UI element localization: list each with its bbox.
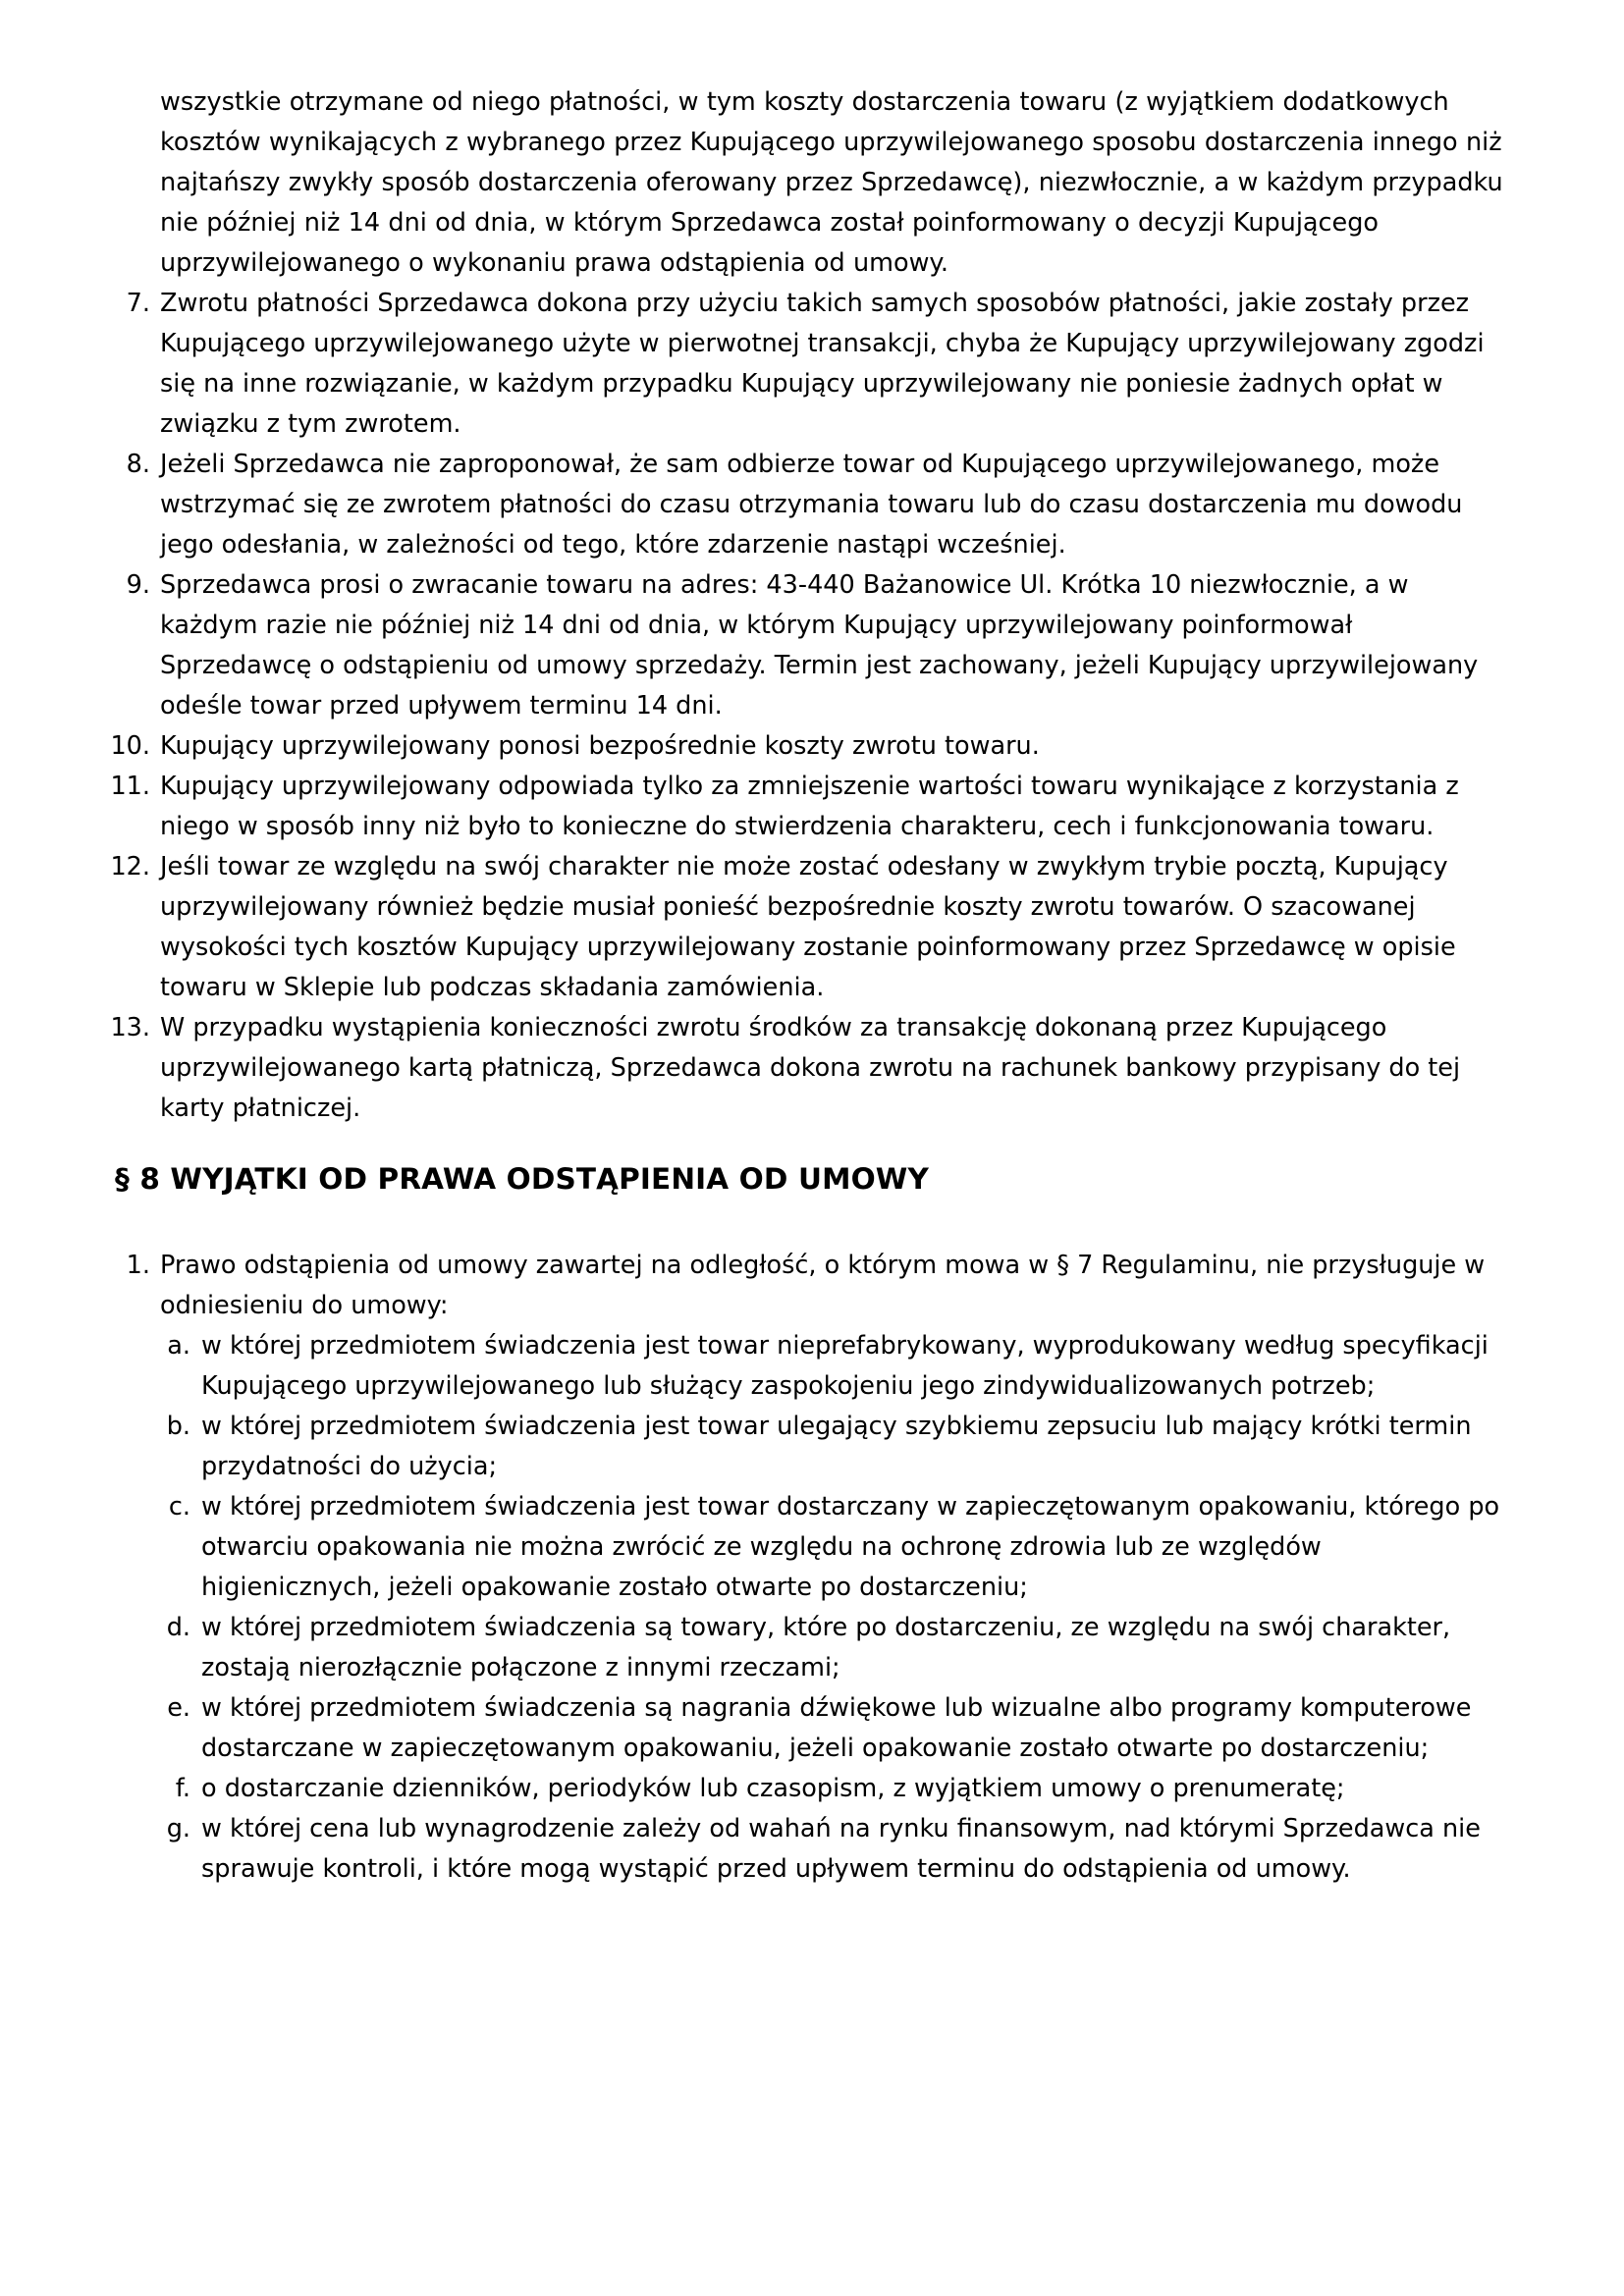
list-item-text: w której cena lub wynagrodzenie zależy od wahań na rynku finansowym, nad którymi Sprzedawca nie sprawuje kontroli, i które mogą wystąpić przed upływem terminu do odstąpienia od umowy. [201,1814,1481,1884]
list-item [105,767,1504,847]
list-marker: 12. [110,852,150,881]
list-item-text: Prawo odstąpienia od umowy zawartej na odległość, o którym mowa w § 7 Regulaminu, nie przysługuje w odniesieniu do umowy: [160,1251,1486,1320]
list-marker: c. [168,1492,190,1522]
list-marker: g. [166,1814,190,1843]
list-item-text: w której przedmiotem świadczenia są towary, które po dostarczeniu, ze względu na swój charakter, zostają nierozłącznie połączone z innymi rzeczami; [201,1613,1451,1682]
list-item-text: Jeśli towar ze względu na swój charakter nie może zostać odesłany w zwykłym trybie pocztą, Kupujący uprzywilejowany również będzie musiał ponieść bezpośrednie koszty zwrotu towarów. O szacowanej wysokości tych kosztów Kupujący uprzywilejowany zostanie poinformowany przez Sprzedawcę w opisie towaru w Sklepie lub podczas składania zamówienia. [160,852,1456,1002]
continuation-paragraph: wszystkie otrzymane od niego płatności, w tym koszty dostarczenia towaru (z wyjątkiem dodatkowych kosztów wynikających z wybranego przez Kupującego uprzywilejowanego sposobu dostarczenia innego niż najtańszy zwykły sposób dostarczenia oferowany przez Sprzedawcę), niezwłocznie, a w każdym przypadku nie później niż 14 dni od dnia, w którym Sprzedawca został poinformowany o decyzji Kupującego uprzywilejowanego o wykonaniu prawa odstąpienia od umowy. [160,87,1503,278]
list-item-text: Kupujący uprzywilejowany odpowiada tylko za zmniejszenie wartości towaru wynikające z korzystania z niego w sposób inny niż było to konieczne do stwierdzenia charakteru, cech i funkcjonowania towaru. [160,772,1459,841]
list-item-text: w której przedmiotem świadczenia jest towar ulegający szybkiemu zepsuciu lub mający krótki termin przydatności do użycia; [201,1412,1472,1481]
list-item-text: W przypadku wystąpienia konieczności zwrotu środków za transakcję dokonaną przez Kupującego uprzywilejowanego kartą płatniczą, Sprzedawca dokona zwrotu na rachunek bankowy przypisany do tej karty płatniczej. [160,1013,1461,1123]
list-item-text: w której przedmiotem świadczenia jest towar nieprefabrykowany, wyprodukowany według specyfikacji Kupującego uprzywilejowanego lub służący zaspokojeniu jego zindywidualizowanych potrzeb; [201,1331,1489,1401]
list-marker: 1. [126,1251,150,1280]
list-marker: e. [167,1693,190,1723]
list-marker: 9. [126,570,150,600]
list-item-text: Sprzedawca prosi o zwracanie towaru na adres: 43-440 Bażanowice Ul. Krótka 10 niezwłocznie, a w każdym razie nie później niż 14 dni od dnia, w którym Kupujący uprzywilejowany poinformował Sprzedawcę o odstąpieniu od umowy sprzedaży. Termin jest zachowany, jeżeli Kupujący uprzywilejowany odeśle towar przed upływem terminu 14 dni. [160,570,1479,721]
list-item [105,445,1504,565]
list-marker: f. [175,1774,190,1803]
section-heading: § 8 WYJĄTKI OD PRAWA ODSTĄPIENIA OD UMOWY [115,1162,930,1196]
list-item [105,1407,1504,1487]
lettered-sublist [105,1326,1504,1890]
list-marker: b. [166,1412,190,1441]
numbered-list-top [105,284,1504,1129]
list-item [105,1809,1504,1890]
heading-spacer [105,1200,1504,1246]
document-content [105,82,1504,1890]
list-item [105,1246,1504,1326]
list-marker: 13. [110,1013,150,1042]
list-item-text: o dostarczanie dzienników, periodyków lub czasopism, z wyjątkiem umowy o prenumeratę; [201,1774,1345,1803]
list-item [105,1608,1504,1688]
list-item [105,284,1504,445]
list-marker: 10. [110,731,150,761]
list-item [105,1769,1504,1809]
list-item-text: Jeżeli Sprzedawca nie zaproponował, że sam odbierze towar od Kupującego uprzywilejowanego, może wstrzymać się ze zwrotem płatności do czasu otrzymania towaru lub do czasu dostarczenia mu dowodu jego odesłania, w zależności od tego, które zdarzenie nastąpi wcześniej. [160,450,1463,560]
list-marker: 7. [126,289,150,318]
list-item [105,565,1504,726]
list-item-text: Kupujący uprzywilejowany ponosi bezpośrednie koszty zwrotu towaru. [160,731,1040,761]
list-item-text: w której przedmiotem świadczenia są nagrania dźwiękowe lub wizualne albo programy komputerowe dostarczane w zapieczętowanym opakowaniu, jeżeli opakowanie zostało otwarte po dostarczeniu; [201,1693,1472,1763]
numbered-list-bottom [105,1246,1504,1326]
list-item [105,726,1504,767]
list-marker: a. [167,1331,190,1361]
list-item [105,1688,1504,1769]
list-item [105,847,1504,1008]
list-item-text: w której przedmiotem świadczenia jest towar dostarczany w zapieczętowanym opakowaniu, którego po otwarciu opakowania nie można zwrócić ze względu na ochronę zdrowia lub ze względów higienicznych, jeżeli opakowanie zostało otwarte po dostarczeniu; [201,1492,1500,1602]
list-item [105,1008,1504,1129]
list-marker: 11. [110,772,150,801]
list-item [105,1487,1504,1608]
list-marker: 8. [126,450,150,479]
list-item [105,1326,1504,1407]
list-marker: d. [166,1613,190,1642]
list-item-text: Zwrotu płatności Sprzedawca dokona przy użyciu takich samych sposobów płatności, jakie zostały przez Kupującego uprzywilejowanego użyte w pierwotnej transakcji, chyba że Kupujący uprzywilejowany zgodzi się na inne rozwiązanie, w każdym przypadku Kupujący uprzywilejowany nie poniesie żadnych opłat w związku z tym zwrotem. [160,289,1485,439]
